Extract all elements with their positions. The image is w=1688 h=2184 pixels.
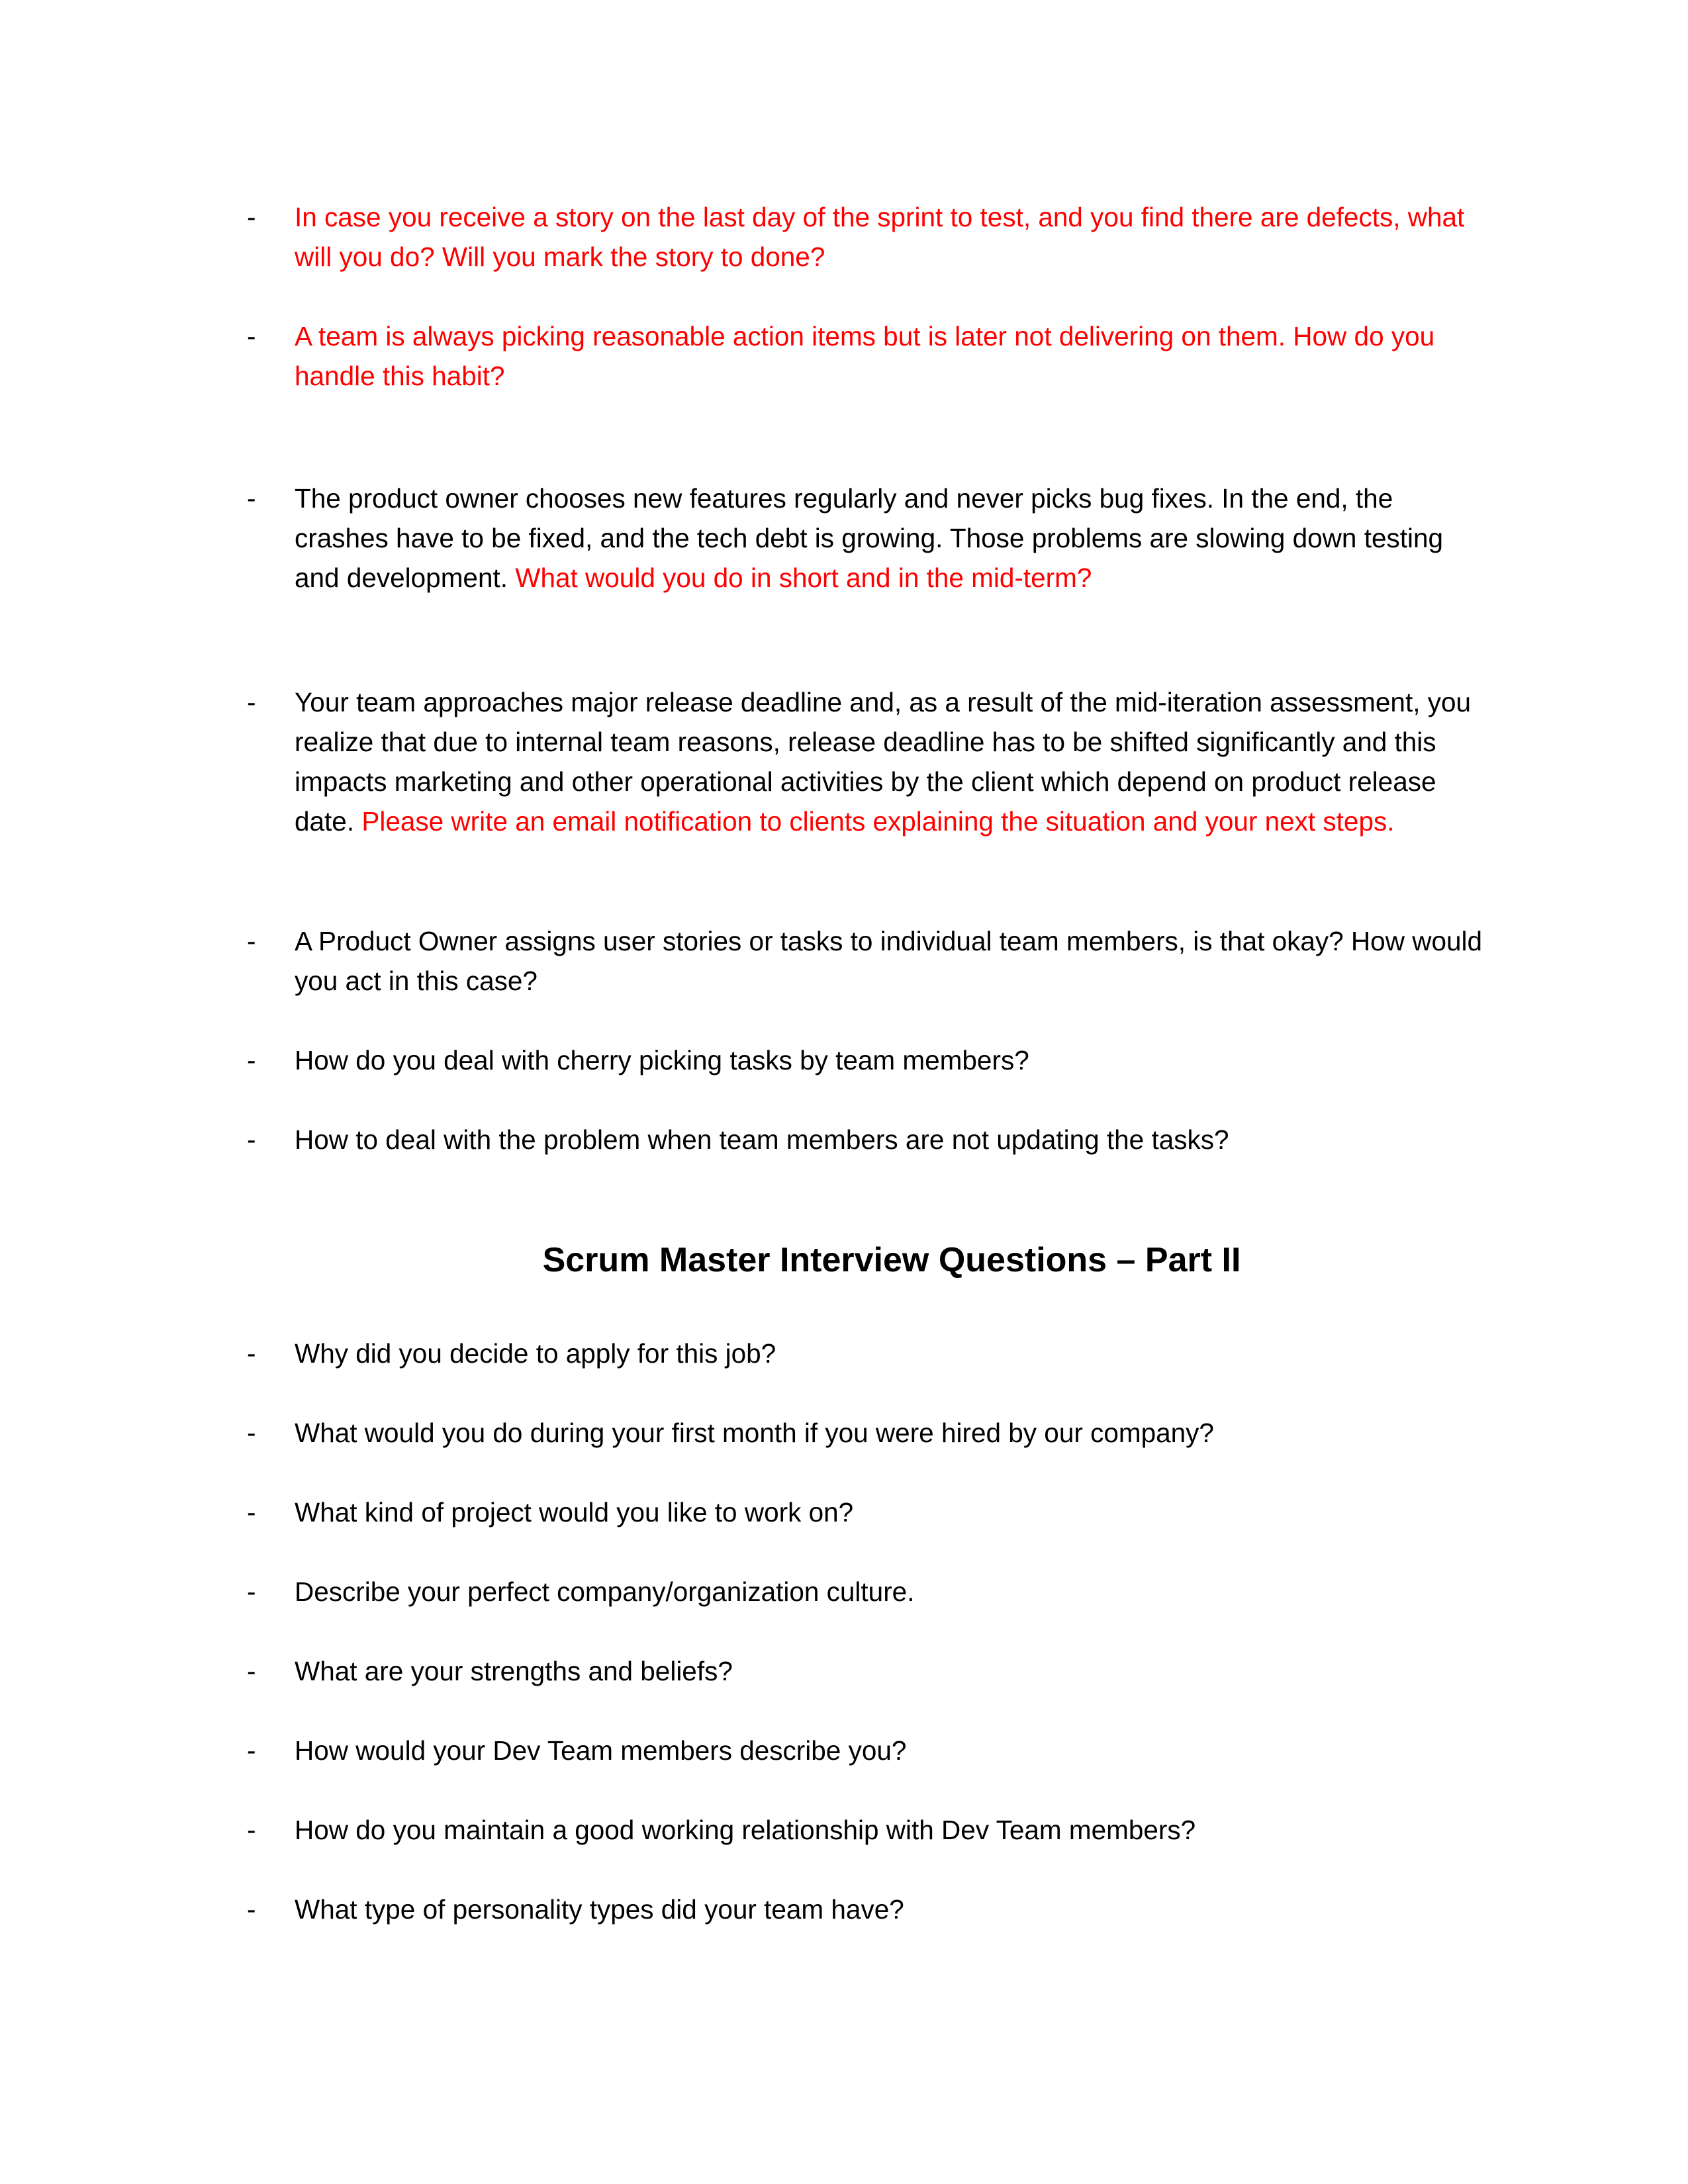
bullet-dash: - <box>247 202 256 232</box>
bullet-dash: - <box>247 1418 256 1448</box>
bullet-dash: - <box>247 1894 256 1925</box>
bullet-dash: - <box>247 1576 256 1607</box>
bullet-dash: - <box>247 1124 256 1155</box>
question-text: Describe your perfect company/organization culture. <box>295 1576 915 1607</box>
question-text-highlight: Please write an email notification to clients explaining the situation and your next steps. <box>361 806 1395 837</box>
section-heading: Scrum Master Interview Questions – Part II <box>542 1241 1241 1279</box>
question-text-plain: The product owner chooses new features regularly and never picks bug fixes. In the end, the crashes have to be fixed, and the tech debt is growing. Those problems are slowing down testing and development. <box>295 483 1444 593</box>
bullet-dash: - <box>247 483 256 514</box>
bullet-dash: - <box>247 687 256 717</box>
question-text-highlight: In case you receive a story on the last day of the sprint to test, and you find there are defects, what will you do? Will you mark the story to done? <box>295 202 1465 272</box>
bullet-dash: - <box>247 1497 256 1527</box>
bullet-dash: - <box>247 1656 256 1686</box>
question-text-plain: How to deal with the problem when team members are not updating the tasks? <box>295 1124 1229 1155</box>
question-text: Why did you decide to apply for this job? <box>295 1338 776 1369</box>
question-text: What would you do during your first month if you were hired by our company? <box>295 1418 1214 1448</box>
bullet-dash: - <box>247 321 256 351</box>
question-text: How do you maintain a good working relationship with Dev Team members? <box>295 1815 1196 1845</box>
question-text: How would your Dev Team members describe you? <box>295 1735 907 1766</box>
question-text <box>295 921 1486 1001</box>
bullet-dash: - <box>247 1735 256 1766</box>
question-text-plain: Your team approaches major release deadline and, as a result of the mid-iteration assessment, you realize that due to internal team reasons, release deadline has to be shifted significantly and this impacts marketing and other operational activities by the client which depend on product release date. <box>295 687 1471 837</box>
question-text <box>295 1040 1486 1080</box>
bullet-dash: - <box>247 1045 256 1075</box>
question-text-plain: How do you deal with cherry picking tasks by team members? <box>295 1045 1029 1075</box>
question-text <box>295 1120 1486 1160</box>
question-text-highlight: What would you do in short and in the mid-term? <box>515 563 1092 593</box>
question-text: What type of personality types did your team have? <box>295 1894 904 1925</box>
question-text <box>295 316 1486 396</box>
bullet-dash: - <box>247 1338 256 1369</box>
question-text <box>295 682 1486 841</box>
question-text <box>295 478 1486 598</box>
question-text: What kind of project would you like to work on? <box>295 1497 854 1527</box>
question-text: What are your strengths and beliefs? <box>295 1656 733 1686</box>
question-text-highlight: A team is always picking reasonable action items but is later not delivering on them. How do you handle this habit? <box>295 321 1435 391</box>
question-text-plain: A Product Owner assigns user stories or tasks to individual team members, is that okay? How would you act in this case? <box>295 926 1483 996</box>
question-text <box>295 197 1486 277</box>
bullet-dash: - <box>247 1815 256 1845</box>
bullet-dash: - <box>247 926 256 956</box>
